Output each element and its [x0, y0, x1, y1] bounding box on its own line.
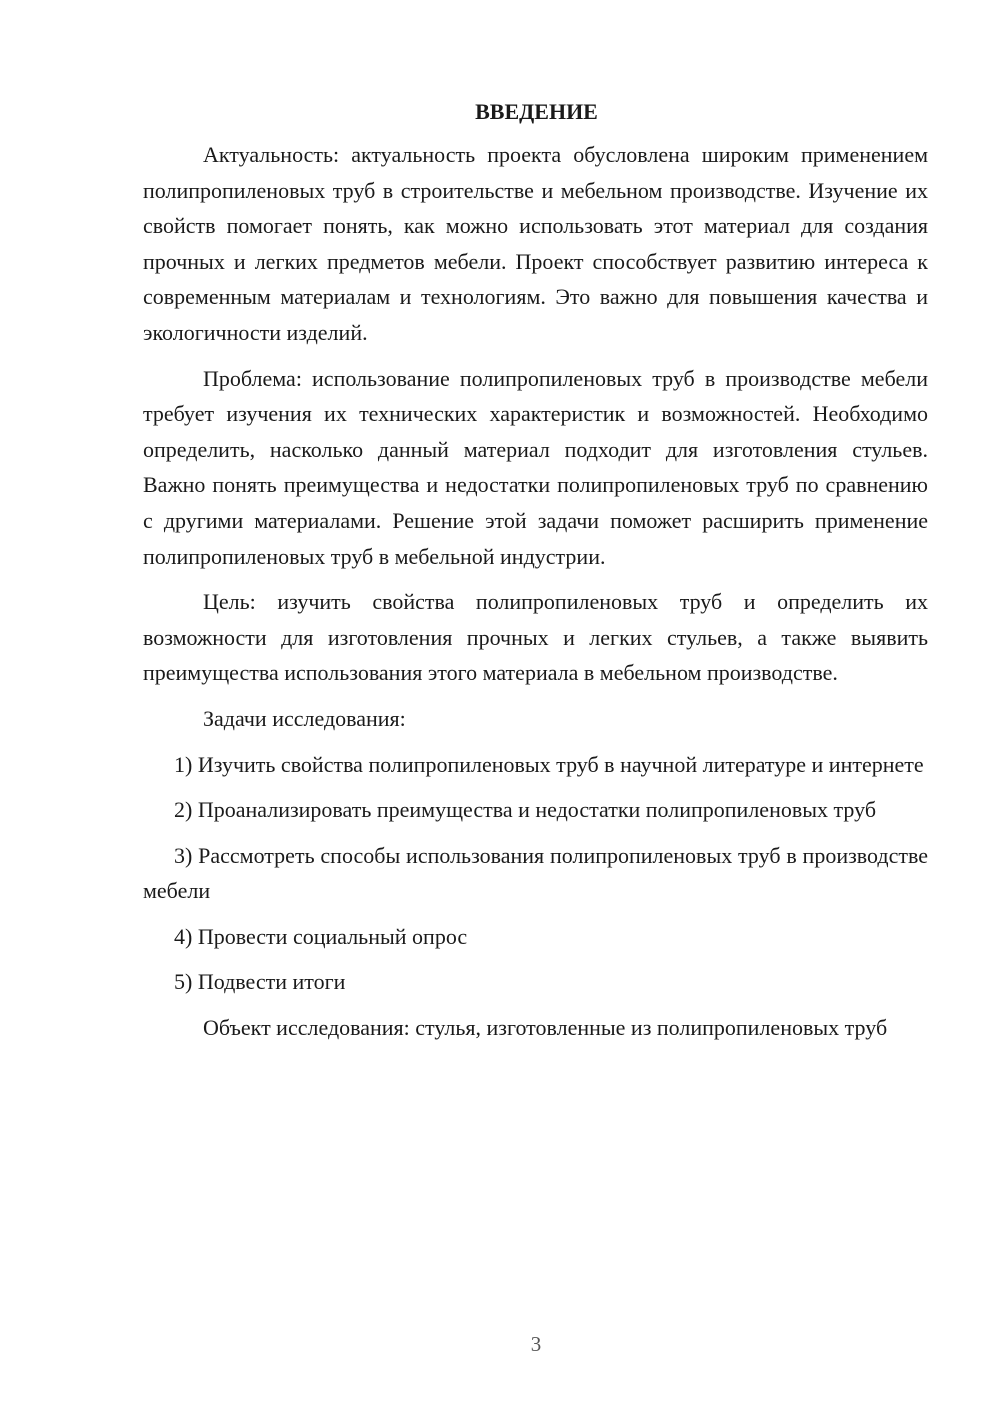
goal-paragraph: Цель: изучить свойства полипропиленовых труб и определить их возможности для изготовления прочных и легких стульев, а также выявить преимущества использования этого материала в мебельном производстве.: [143, 589, 928, 686]
tasks-heading: Задачи исследования:: [203, 705, 406, 731]
section-title: ВВЕДЕНИЕ: [475, 99, 598, 124]
task-item-1: 1) Изучить свойства полипропиленовых труб в научной литературе и интернете: [174, 751, 924, 777]
page-number: 3: [530, 1332, 542, 1356]
task-item-5: 5) Подвести итоги: [174, 969, 346, 995]
relevance-paragraph: Актуальность: актуальность проекта обусловлена широким применением полипропиленовых труб в строительстве и мебельном производстве. Изучение их свойств помогает понять, как можно использовать этот материал для создания прочных и легких предметов мебели. Проект способствует развитию интереса к современным материалам и технологиям. Это важно для повышения качества и экологичности изделий.: [143, 142, 928, 345]
object-paragraph: Объект исследования: стулья, изготовленные из полипропиленовых труб: [203, 1015, 888, 1041]
page-content: [143, 94, 928, 1056]
problem-paragraph: Проблема: использование полипропиленовых труб в производстве мебели требует изучения их технических характеристик и возможностей. Необходимо определить, насколько данный материал подходит для изготовления стульев. Важно понять преимущества и недостатки полипропиленовых труб по сравнению с другими материалами. Решение этой задачи поможет расширить применение полипропиленовых труб в мебельной индустрии.: [143, 365, 928, 569]
tasks-list: [143, 747, 928, 1001]
task-item-3: 3) Рассмотреть способы использования полипропиленовых труб в производстве мебели: [143, 842, 928, 904]
task-item-4: 4) Провести социальный опрос: [174, 923, 468, 949]
task-item-2: 2) Проанализировать преимущества и недостатки полипропиленовых труб: [174, 797, 877, 823]
